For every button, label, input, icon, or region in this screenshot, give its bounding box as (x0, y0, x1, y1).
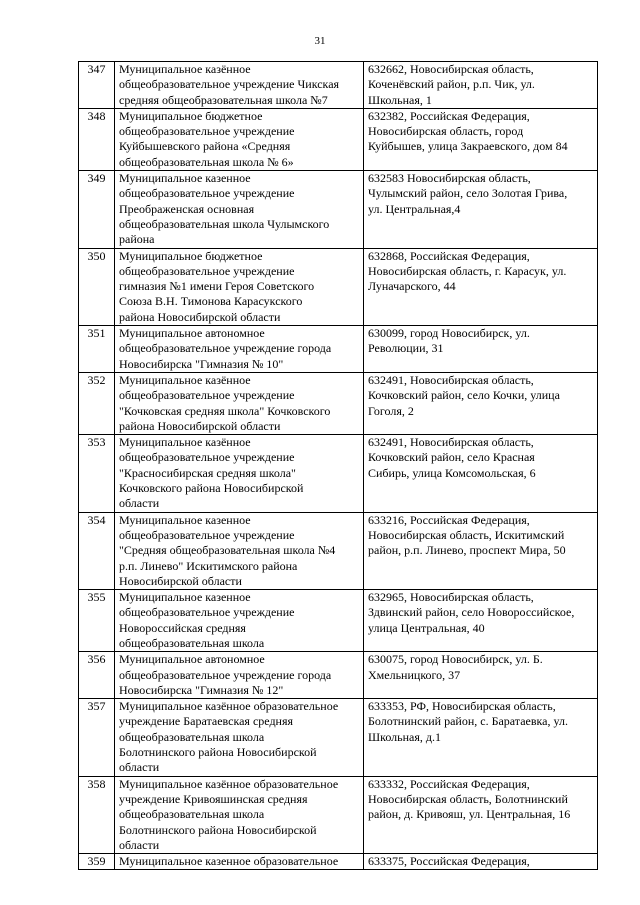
row-number: 348 (79, 108, 115, 170)
institution-name-line: "Кочковская средняя школа" Кочковского (119, 403, 331, 418)
table-row (79, 435, 598, 512)
institution-name-line: Кочковского района Новосибирской (119, 481, 304, 496)
institution-name-line: общеобразовательное учреждение (119, 124, 295, 139)
institution-name-line: общеобразовательное учреждение (119, 388, 295, 403)
institution-address (364, 62, 598, 109)
institution-name-line: Муниципальное автономное (119, 652, 265, 667)
institution-name-line: Муниципальное казённое (119, 62, 251, 76)
institution-name-line: общеобразовательное учреждение города (119, 667, 332, 682)
institution-name-line: Болотнинского района Новосибирской (119, 745, 317, 760)
institution-address-line: 633332, Российская Федерация, (368, 776, 530, 791)
institution-name-line: Новосибирска "Гимназия № 10" (119, 356, 284, 371)
row-number: 350 (79, 248, 115, 325)
institution-name-line: области (119, 837, 160, 852)
institution-name-line: Муниципальное казённое (119, 372, 251, 387)
institution-name-line: общеобразовательная школа (119, 807, 265, 822)
table-row (79, 854, 598, 870)
institution-name-line: Куйбышевского района «Средняя (119, 139, 291, 154)
institution-name-line: Новосибирской области (119, 573, 242, 588)
institution-address-line: 632583 Новосибирская область, (368, 171, 531, 186)
institution-address-line: Новосибирская область, город (368, 124, 524, 139)
institution-name-line: района Новосибирской области (119, 418, 281, 433)
row-number: 352 (79, 372, 115, 434)
institution-address-line: Здвинский район, село Новороссийское, (368, 605, 575, 620)
institution-name-line: общеобразовательное учреждение (119, 186, 295, 201)
institution-address (364, 854, 598, 870)
institution-address-line: Чулымский район, село Золотая Грива, (368, 186, 568, 201)
institution-name-line: Болотнинского района Новосибирской (119, 822, 317, 837)
institution-name-line: общеобразовательное учреждение Чикская (119, 77, 340, 92)
institution-name-line: Преображенская основная (119, 201, 255, 216)
institution-address-line: район, д. Кривояш, ул. Центральная, 16 (368, 807, 571, 822)
institution-address (364, 699, 598, 776)
institution-address-line: улица Центральная, 40 (368, 620, 485, 635)
row-number: 357 (79, 699, 115, 776)
institution-address (364, 108, 598, 170)
institution-name-line: области (119, 496, 160, 511)
institution-name (115, 108, 364, 170)
institution-address (364, 248, 598, 325)
institution-address-line: Революции, 31 (368, 341, 444, 356)
institution-name (115, 699, 364, 776)
institution-name-line: области (119, 760, 160, 775)
institution-address-line: Болотнинский район, с. Баратаевка, ул. (368, 714, 568, 729)
table-row (79, 776, 598, 853)
institution-address (364, 171, 598, 248)
institution-address-line: 632491, Новосибирская область, (368, 372, 534, 387)
institution-name (115, 512, 364, 589)
row-number: 358 (79, 776, 115, 853)
institution-name (115, 326, 364, 373)
institution-name-line: Муниципальное казённое (119, 435, 251, 450)
table-row (79, 326, 598, 373)
institution-name-line: Муниципальное казенное образовательное (119, 854, 339, 869)
institution-address-line: 633216, Российская Федерация, (368, 512, 530, 527)
institution-name-line: района Новосибирской области (119, 309, 281, 324)
institution-address-line: Новосибирская область, Болотнинский (368, 791, 568, 806)
institution-name-line: Муниципальное казенное (119, 512, 251, 527)
row-number: 355 (79, 590, 115, 652)
institution-name-line: Муниципальное бюджетное (119, 248, 263, 263)
page-number: 31 (314, 35, 326, 47)
institution-name-line: общеобразовательная школа Чулымского (119, 216, 330, 231)
institution-address-line: 630099, город Новосибирск, ул. (368, 326, 530, 341)
schools-table (78, 61, 598, 870)
institution-name-line: Муниципальное автономное (119, 326, 265, 341)
table-row (79, 512, 598, 589)
institution-name-line: "Средняя общеобразовательная школа №4 (119, 543, 336, 558)
institution-address (364, 512, 598, 589)
institution-address-line: 633353, РФ, Новосибирская область, (368, 699, 556, 714)
table-row (79, 652, 598, 699)
institution-address-line: 630075, город Новосибирск, ул. Б. (368, 652, 543, 667)
institution-name-line: Муниципальное казенное (119, 171, 251, 186)
row-number: 356 (79, 652, 115, 699)
institution-address-line: 632965, Новосибирская область, (368, 590, 534, 605)
table-body (79, 62, 598, 870)
institution-name-line: общеобразовательное учреждение (119, 605, 295, 620)
institution-name (115, 652, 364, 699)
table-row (79, 248, 598, 325)
institution-address (364, 776, 598, 853)
institution-name (115, 854, 364, 870)
institution-address-line: Новосибирская область, г. Карасук, ул. (368, 263, 567, 278)
institution-name-line: средняя общеобразовательная школа №7 (119, 92, 328, 107)
institution-address-line: Куйбышев, улица Закраевского, дом 84 (368, 139, 568, 154)
table-row (79, 171, 598, 248)
institution-address (364, 372, 598, 434)
table-row (79, 590, 598, 652)
institution-address-line: Кочковский район, село Красная (368, 450, 535, 465)
institution-address-line: район, р.п. Линево, проспект Мира, 50 (368, 543, 566, 558)
institution-address-line: Школьная, 1 (368, 92, 432, 107)
table-row (79, 372, 598, 434)
institution-address-line: Луначарского, 44 (368, 279, 456, 294)
institution-address (364, 652, 598, 699)
institution-name (115, 776, 364, 853)
institution-name-line: "Красносибирская средняя школа" (119, 465, 296, 480)
institution-address-line: 632491, Новосибирская область, (368, 435, 534, 450)
institution-name-line: общеобразовательная школа № 6» (119, 154, 294, 169)
institution-name-line: Новороссийская средняя (119, 620, 246, 635)
institution-address-line: Коченёвский район, р.п. Чик, ул. (368, 77, 535, 92)
institution-name-line: района (119, 232, 155, 247)
institution-address-line: 632382, Российская Федерация, (368, 108, 530, 123)
institution-address (364, 435, 598, 512)
institution-name-line: Муниципальное казенное (119, 590, 251, 605)
institution-name-line: Новосибирска "Гимназия № 12" (119, 682, 284, 697)
institution-name-line: учреждение Баратаевская средняя (119, 714, 294, 729)
institution-name (115, 171, 364, 248)
institution-name-line: р.п. Линево" Искитимского района (119, 558, 298, 573)
institution-address-line: Гоголя, 2 (368, 403, 414, 418)
institution-name-line: Союза В.Н. Тимонова Карасукского (119, 294, 303, 309)
table-row (79, 108, 598, 170)
institution-name-line: общеобразовательное учреждение города (119, 341, 332, 356)
row-number: 359 (79, 854, 115, 870)
institution-name (115, 435, 364, 512)
institution-name-line: гимназия №1 имени Героя Советского (119, 279, 315, 294)
institution-name (115, 590, 364, 652)
institution-address-line: Сибирь, улица Комсомольская, 6 (368, 465, 536, 480)
table-row (79, 62, 598, 109)
table-row (79, 699, 598, 776)
institution-address (364, 590, 598, 652)
row-number: 353 (79, 435, 115, 512)
institution-name-line: общеобразовательное учреждение (119, 450, 295, 465)
institution-address-line: Кочковский район, село Кочки, улица (368, 388, 560, 403)
institution-name-line: Муниципальное казённое образовательное (119, 699, 339, 714)
institution-name (115, 62, 364, 109)
row-number: 347 (79, 62, 115, 109)
institution-address-line: Хмельницкого, 37 (368, 667, 461, 682)
institution-name-line: Муниципальное бюджетное (119, 108, 263, 123)
institution-address-line: 632662, Новосибирская область, (368, 62, 534, 76)
institution-address-line: Школьная, д.1 (368, 729, 442, 744)
institution-address-line: 633375, Российская Федерация, (368, 854, 530, 869)
row-number: 351 (79, 326, 115, 373)
institution-address (364, 326, 598, 373)
institution-name-line: учреждение Кривояшинская средняя (119, 791, 308, 806)
institution-address-line: ул. Центральная,4 (368, 201, 461, 216)
institution-name (115, 372, 364, 434)
institution-name-line: общеобразовательная школа (119, 729, 265, 744)
row-number: 349 (79, 171, 115, 248)
institution-name-line: общеобразовательное учреждение (119, 263, 295, 278)
institution-address-line: 632868, Российская Федерация, (368, 248, 530, 263)
row-number: 354 (79, 512, 115, 589)
institution-name-line: Муниципальное казённое образовательное (119, 776, 339, 791)
institution-name-line: общеобразовательная школа (119, 635, 265, 650)
institution-address-line: Новосибирская область, Искитимский (368, 527, 565, 542)
institution-name (115, 248, 364, 325)
institution-name-line: общеобразовательное учреждение (119, 527, 295, 542)
